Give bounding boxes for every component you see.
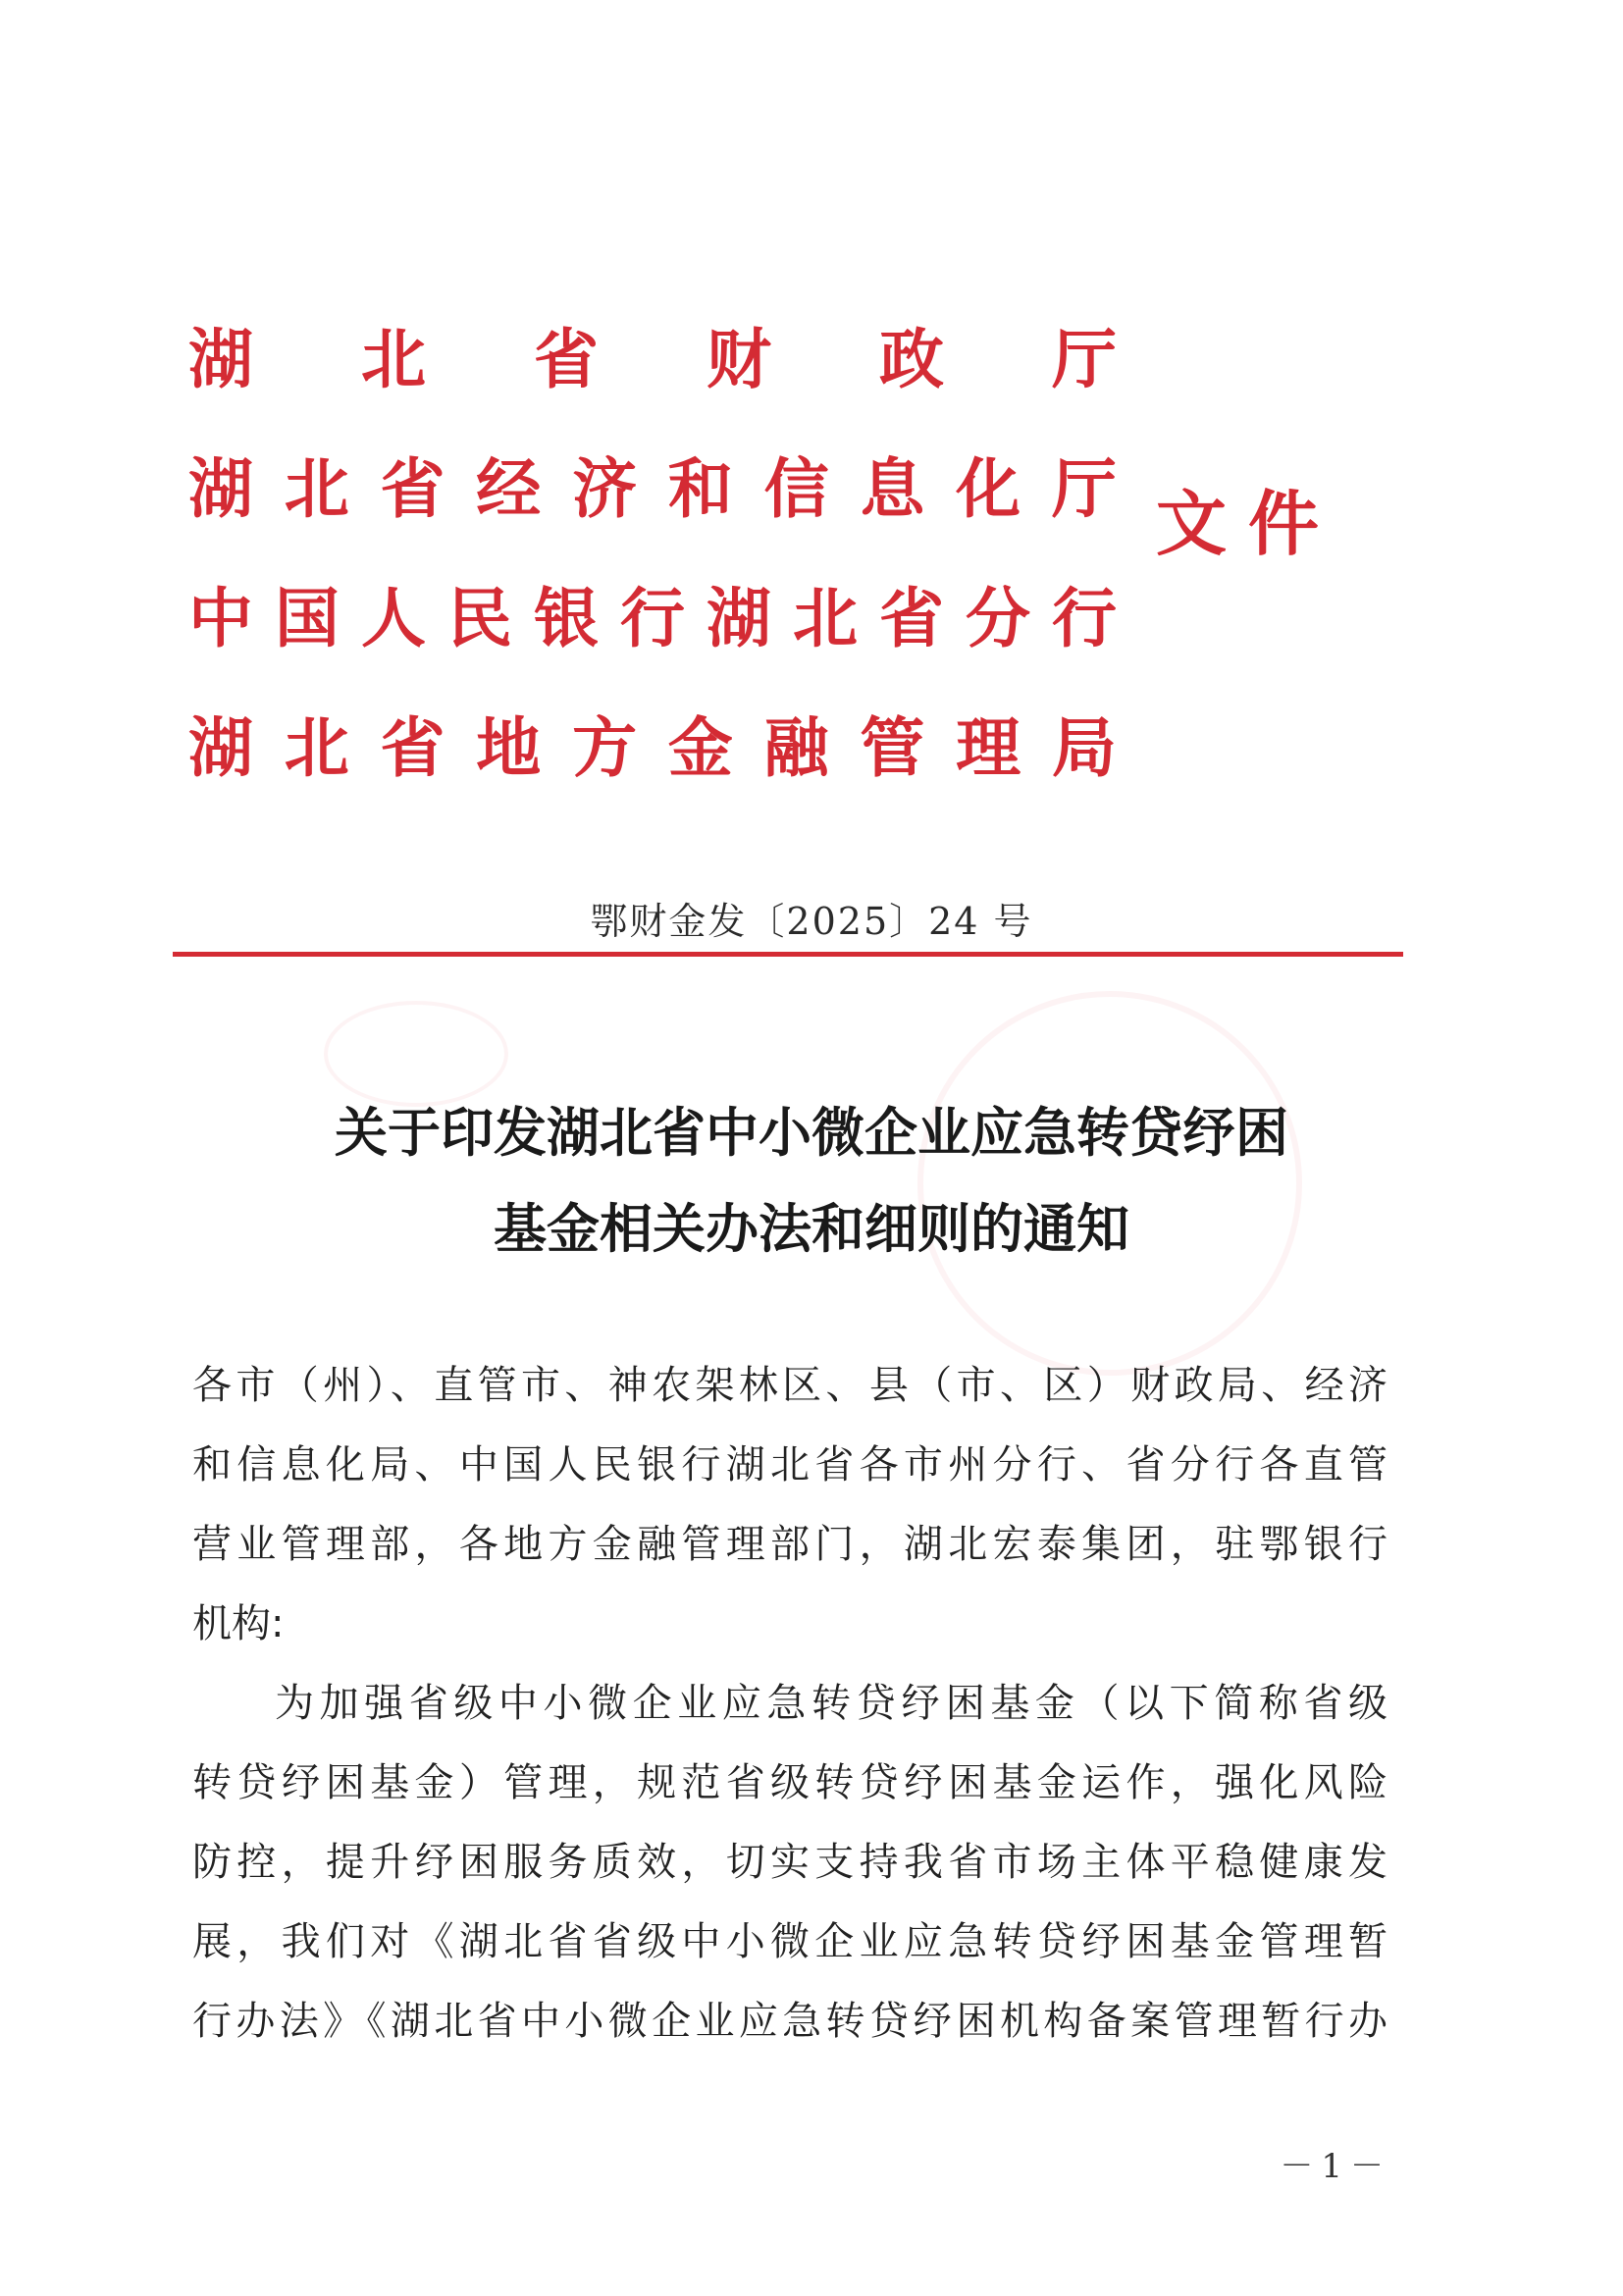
issuer-char: 北 [284,450,349,527]
notice-title [0,1084,1623,1277]
issuer-char: 管 [860,709,925,786]
issuer-char: 理 [956,709,1021,786]
issuer-line-pboc [186,553,1119,683]
issuer-char: 信 [763,450,829,527]
issuer-char: 融 [763,709,829,786]
issuer-char: 行 [620,580,685,656]
issuer-char: 地 [476,709,542,786]
issuer-char: 人 [361,580,426,656]
issuer-char: 息 [860,450,925,527]
issuer-char: 分 [966,580,1030,656]
body-line: 为加强省级中小微企业应急转贷纾困基金（以下简称省级 [275,1681,1387,1726]
issuer-char: 省 [380,709,445,786]
notice-body [192,1346,1387,2061]
issuer-char: 化 [956,450,1021,527]
body-line: 展，我们对《湖北省省级中小微企业应急转贷纾困基金管理暂 [192,1919,1387,1964]
document-word: 文件 [1156,482,1341,565]
issuer-char: 厅 [1051,450,1117,527]
issuer-char: 银 [534,580,599,656]
issuer-char: 国 [275,580,340,656]
issuer-char: 厅 [1052,321,1117,397]
body-line: 营业管理部，各地方金融管理部门，湖北宏泰集团，驻鄂银行 [192,1522,1387,1567]
issuer-char: 北 [793,580,858,656]
page-number: －1－ [1280,2147,1391,2186]
issuer-char: 北 [284,709,349,786]
notice-title-line-1: 关于印发湖北省中小微企业应急转贷纾困 [335,1101,1288,1164]
issuer-char: 湖 [188,709,253,786]
issuer-char: 和 [667,450,733,527]
issuer-char: 湖 [188,321,253,397]
issuer-char: 行 [1052,580,1117,656]
issuer-char: 财 [707,321,771,397]
red-divider [173,952,1403,957]
issuer-line-finance [186,294,1119,424]
issuer-line-finance-bureau [186,683,1119,812]
issuer-char: 省 [879,580,944,656]
issuer-char: 湖 [188,450,253,527]
issuer-line-economy [186,424,1119,553]
issuer-char: 济 [572,450,638,527]
issuer-char: 省 [380,450,445,527]
issuer-char: 金 [667,709,733,786]
issuer-char: 经 [476,450,542,527]
issuer-char: 湖 [707,580,771,656]
issuer-char: 中 [188,580,253,656]
document-number: 鄂财金发〔2025〕24 号 [590,900,1033,943]
issuer-char: 政 [879,321,944,397]
issuer-char: 方 [572,709,638,786]
issuer-char: 局 [1051,709,1117,786]
body-line: 机构: [192,1601,285,1646]
body-line: 转贷纾困基金）管理，规范省级转贷纾困基金运作，强化风险 [192,1760,1387,1805]
body-line: 和信息化局、中国人民银行湖北省各市州分行、省分行各直管 [192,1442,1387,1487]
issuer-char: 省 [534,321,599,397]
body-line: 行办法》《湖北省中小微企业应急转贷纾困机构备案管理暂行办 [192,1999,1387,2044]
body-line: 各市（州）、直管市、神农架林区、县（市、区）财政局、经济 [192,1363,1387,1408]
issuer-block [186,294,1119,812]
issuer-char: 北 [361,321,426,397]
body-line: 防控，提升纾困服务质效，切实支持我省市场主体平稳健康发 [192,1840,1387,1885]
issuer-char: 民 [447,580,512,656]
notice-title-line-2: 基金相关办法和细则的通知 [494,1197,1129,1260]
